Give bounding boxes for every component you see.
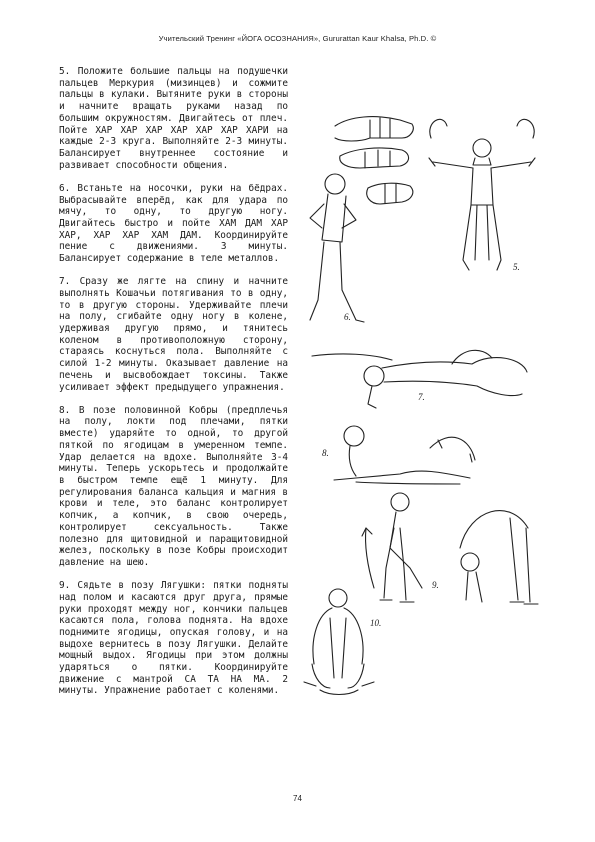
fig-7-label: 7.	[418, 392, 425, 402]
page-number: 74	[293, 794, 302, 803]
fig-6-label: 6.	[344, 312, 351, 322]
exercise-6-text: 6. Встаньте на носочки, руки на бёдрах. Выбрасывайте вперёд, как для удара по мячу, то одну, то другую ногу. Двигайтесь быстро и пойте ХАМ ДАМ ХАР ХАР, ХАР ХАР ХАМ ДАМ. Координируйте пение с движениями. 3 минуты. Балансирует содержание в теле металлов.	[59, 182, 288, 265]
exercise-10-illustration	[300, 578, 380, 718]
exercise-9-illustration	[360, 488, 545, 618]
exercise-5-text: 5. Положите большие пальцы на подушечки пальцев Меркурия (мизинцев) и сожмите пальцы в кулаки. Вытяните руки в стороны и начните вращать руками назад по большим окружностям. Двигайтесь от плеч. Пойте ХАР ХАР ХАР ХАР ХАР ХАР ХАРИ на каждые 2-3 круга. Выполняйте 2-3 минуты. Балансирует внутреннее состояние и развивает способности общения.	[59, 66, 288, 171]
page-header: Учительский Тренинг «ЙОГА ОСОЗНАНИЯ», Gururattan Kaur Khalsa, Ph.D. ©	[158, 34, 437, 43]
exercise-7-text: 7. Сразу же лягте на спину и начните выполнять Кошачьи потягивания то в одну, то в другую стороны. Удерживайте плечи на полу, сгибайте одну ногу в колене, удерживая другую прямо, и тянитесь коленом в противоположную сторону, стараясь коснуться пола. Выполняйте с силой 1-2 минуты. Оказывает давление на печень и высвобождает токсины. Также усиливает эффект предыдущего упражнения.	[59, 276, 288, 393]
exercise-7-illustration	[312, 338, 537, 413]
instruction-column	[59, 66, 288, 709]
exercise-9-text: 9. Сядьте в позу Лягушки: пятки подняты над полом и касаются друг друга, прямые руки проходят между ног, кончики пальцев касаются пола, голова поднята. На вдохе поднимите ягодицы, опуская голову, и на выдохе вернитесь в позу Лягушки. Делайте мощный выдох. Ягодицы при этом должны ударяться о пятки. Координируйте движение с мантрой СА ТА НА МА. 2 минуты. Упражнение работает с коленями.	[59, 580, 288, 697]
exercise-8-text: 8. В позе половинной Кобры (предплечья на полу, локти под плечами, пятки вместе) ударяйте то одной, то другой пяткой по ягодицам в умеренном темпе. Удар делается на вдохе. Выполняйте 3-4 минуты. Теперь ускорьтесь и продолжайте в быстром темпе ещё 1 минуту. Для регулирования баланса кальция и магния в крови и теле, это баланс контролирует копчик, а копчик, в свою очередь, контролирует сексуальность. Также полезно для щитовидной и паращитовидной желез, поскольку в позе Кобры происходит давление на шею.	[59, 404, 288, 568]
exercise-6-illustration	[300, 170, 370, 340]
fig-9-label: 9.	[432, 580, 439, 590]
fig-5-label: 5.	[513, 262, 520, 272]
exercise-5-illustration	[425, 110, 540, 285]
fig-10-label: 10.	[370, 618, 382, 628]
fig-8-label: 8.	[322, 448, 329, 458]
